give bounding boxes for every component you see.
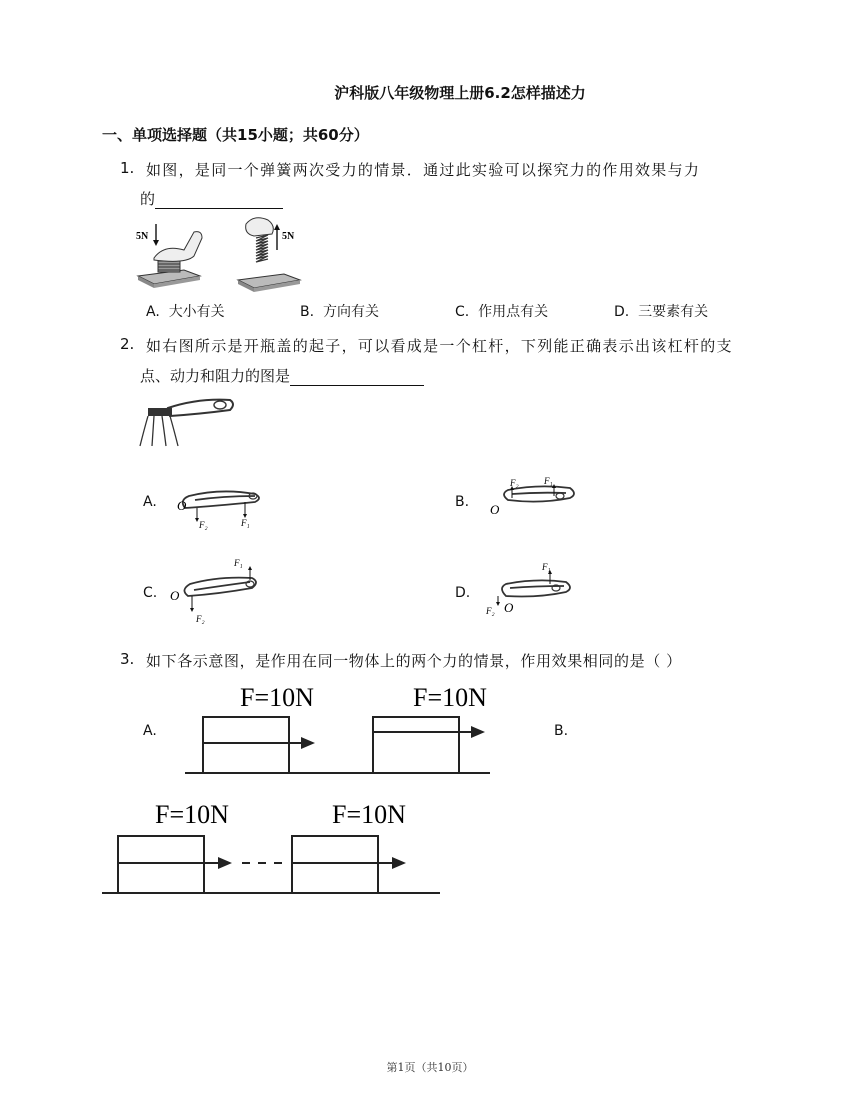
q2-answer-blank[interactable] (290, 371, 424, 386)
q3-b-force-label-2: F=10N (332, 800, 406, 829)
q2-stem-line1: 如右图所示是开瓶盖的起子，可以看成是一个杠杆，下列能正确表示出该杠杆的支 (146, 337, 733, 355)
q2-option-a-figure[interactable] (175, 482, 267, 534)
q3-a-force-label-2: F=10N (413, 683, 487, 712)
q2-number: 2. (120, 335, 135, 353)
q3-option-b-label[interactable]: B. (554, 723, 569, 739)
q3-option-b-diagram[interactable] (100, 797, 445, 897)
q1-option-c[interactable]: C. 作用点有关 (455, 304, 549, 320)
q1-option-d[interactable]: D. 三要素有关 (614, 304, 709, 320)
svg-text:F₂: F₂ (486, 606, 495, 616)
svg-text:F₂: F₂ (199, 520, 208, 530)
q2-option-a-label[interactable]: A. (143, 494, 157, 510)
q1-option-b[interactable]: B. 方向有关 (300, 304, 379, 320)
q2-option-d-label[interactable]: D. (455, 585, 471, 601)
svg-text:F₁: F₁ (241, 518, 250, 528)
q2-bottle-opener-figure (140, 394, 236, 450)
svg-text:F₁: F₁ (234, 558, 243, 568)
q3-option-a-label[interactable]: A. (143, 723, 157, 739)
section-heading: 一、单项选择题（共15小题；共60分） (102, 126, 369, 144)
q3-stem: 如下各示意图，是作用在同一物体上的两个力的情景，作用效果相同的是（ ） (146, 652, 682, 670)
q1-stem-line2 (140, 188, 283, 209)
svg-text:F₂: F₂ (196, 614, 205, 624)
page-footer: 第1页（共10页） (386, 1061, 474, 1074)
q2-stem-line2 (140, 365, 424, 386)
q1-stem-line1: 如图，是同一个弹簧两次受力的情景．通过此实验可以探究力的作用效果与力 (146, 161, 701, 179)
svg-text:O: O (490, 502, 500, 517)
svg-text:O: O (170, 588, 180, 603)
q1-stem-text: 的 (140, 190, 156, 208)
q1-option-a[interactable]: A. 大小有关 (146, 304, 225, 320)
q2-option-b-label[interactable]: B. (455, 494, 470, 510)
page-title: 沪科版八年级物理上册6.2怎样描述力 (334, 84, 586, 102)
q3-option-a-diagram[interactable] (185, 680, 495, 780)
svg-text:O: O (177, 498, 187, 513)
q3-a-force-label-1: F=10N (240, 683, 314, 712)
q1-label-left: 5N (136, 231, 149, 242)
q3-number: 3. (120, 650, 135, 668)
q2-stem-text: 点、动力和阻力的图是 (140, 367, 291, 385)
q1-answer-blank[interactable] (155, 194, 283, 209)
q3-b-force-label-1: F=10N (155, 800, 229, 829)
svg-text:F₁: F₁ (542, 562, 551, 572)
q2-option-c-figure[interactable] (168, 556, 264, 628)
svg-text:F₁: F₁ (544, 476, 553, 486)
q1-number: 1. (120, 159, 135, 177)
svg-text:F₂: F₂ (510, 478, 519, 488)
q2-option-b-figure[interactable] (488, 474, 580, 526)
q2-option-d-figure[interactable] (484, 560, 576, 620)
svg-text:O: O (504, 600, 514, 615)
q2-option-c-label[interactable]: C. (143, 585, 158, 601)
q1-spring-figure (134, 214, 294, 294)
q1-label-right: 5N (282, 231, 295, 242)
